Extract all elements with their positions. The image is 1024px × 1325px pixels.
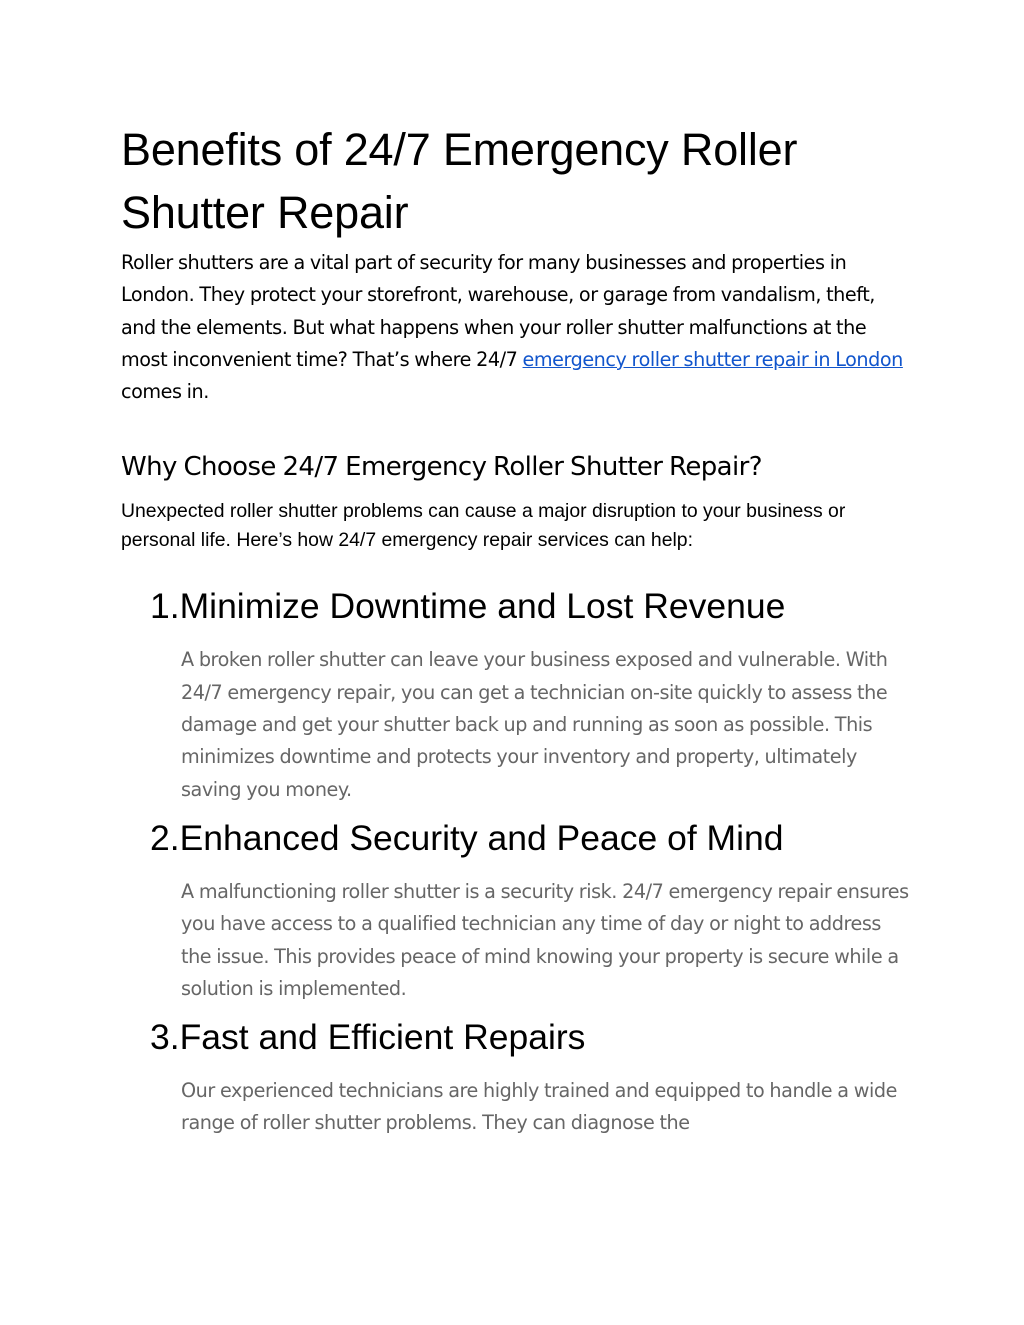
why-choose-heading: Why Choose 24/7 Emergency Roller Shutter Repair? bbox=[121, 452, 762, 483]
document-page bbox=[121, 118, 911, 1140]
benefit-heading-3 bbox=[150, 1015, 911, 1059]
intro-paragraph bbox=[121, 247, 911, 408]
benefit-heading-2 bbox=[150, 816, 911, 860]
page-title: Benefits of 24/7 Emergency Roller Shutter Repair bbox=[121, 124, 798, 238]
benefit-number-1: 1. bbox=[150, 586, 180, 627]
benefit-heading-1 bbox=[150, 584, 911, 628]
intro-text-after: comes in. bbox=[121, 380, 209, 404]
benefit-body-3: Our experienced technicians are highly trained and equipped to handle a wide range of roller shutter problems. They can diagnose the bbox=[181, 1079, 897, 1135]
benefit-title-2: Enhanced Security and Peace of Mind bbox=[179, 817, 784, 858]
benefit-body-1: A broken roller shutter can leave your business exposed and vulnerable. With 24/7 emergency repair, you can get a technician on-site quickly to assess the damage and get your shutter back up and running as soon as possible. This minimizes downtime and protects your inventory and property, ultimately saving you money. bbox=[181, 648, 888, 801]
benefit-title-1: Minimize Downtime and Lost Revenue bbox=[179, 586, 786, 627]
benefit-section-1 bbox=[150, 584, 911, 805]
emergency-repair-link[interactable]: emergency roller shutter repair in London bbox=[522, 347, 903, 371]
why-choose-paragraph: Unexpected roller shutter problems can cause a major disruption to your business or personal life. Here’s how 24/7 emergency repair services can help: bbox=[121, 500, 846, 551]
intro-text-before: Roller shutters are a vital part of security for many businesses and properties in London. They protect your storefront, warehouse, or garage from vandalism, theft, and the elements. But what happens when your roller shutter malfunctions at the most inconvenient time? That’s where 24/7 bbox=[121, 251, 875, 371]
benefit-title-3: Fast and Efficient Repairs bbox=[179, 1017, 586, 1058]
benefit-number-3: 3. bbox=[150, 1017, 180, 1058]
benefit-body-2: A malfunctioning roller shutter is a security risk. 24/7 emergency repair ensures you have access to a qualified technician any time of day or night to address the issue. This provides peace of mind knowing your property is secure while a solution is implemented. bbox=[181, 879, 909, 1000]
benefit-section-3 bbox=[150, 1015, 911, 1140]
benefit-section-2 bbox=[150, 816, 911, 1005]
benefit-number-2: 2. bbox=[150, 817, 180, 858]
